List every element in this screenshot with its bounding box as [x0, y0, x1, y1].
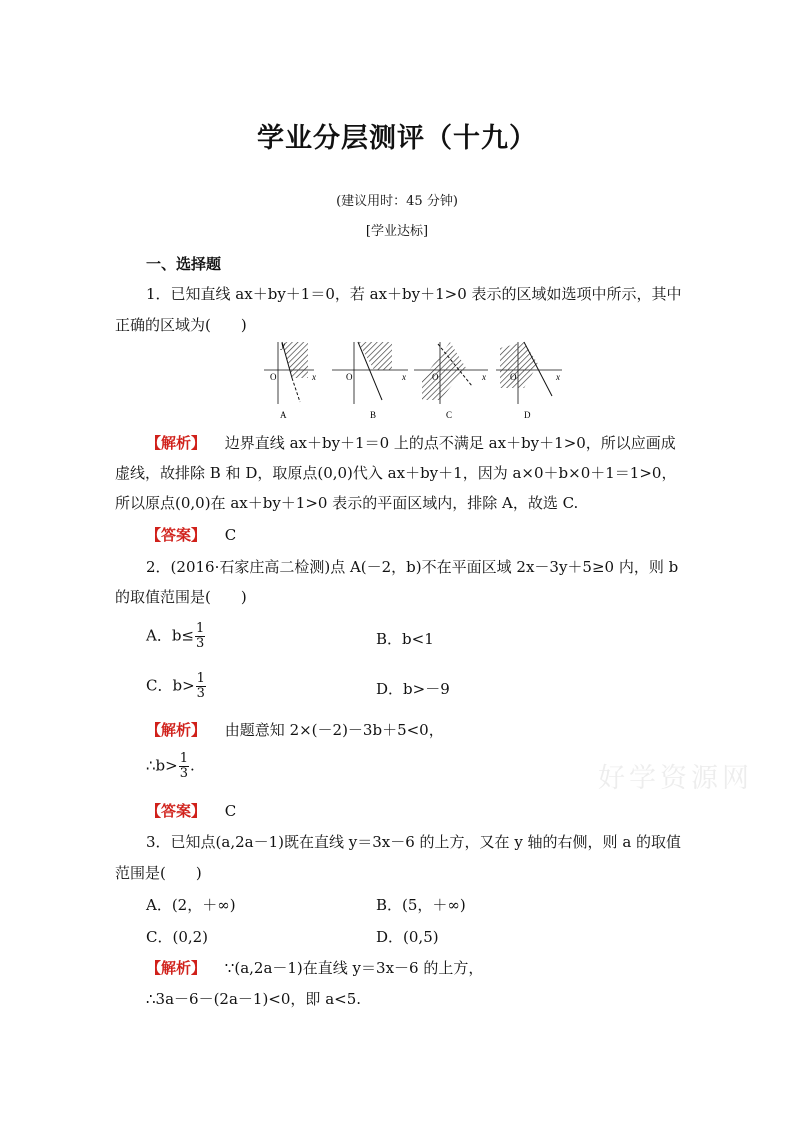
q3-option-a: A．(2，＋∞)	[146, 896, 236, 914]
level-label: [学业达标]	[365, 224, 429, 239]
page-title: 学业分层测评（十九）	[257, 123, 537, 154]
q3-option-b: B．(5，＋∞)	[376, 896, 466, 914]
q1-line2: 正确的区域为( )	[115, 316, 247, 334]
q1-answer: 【答案】 C	[146, 526, 237, 544]
label-b: B	[370, 410, 377, 420]
section-heading: 一、选择题	[146, 255, 222, 273]
svg-text:x: x	[402, 372, 406, 382]
svg-text:y: y	[281, 340, 285, 350]
q1-option-graphs	[262, 338, 562, 422]
q2-option-d: D．b>－9	[376, 680, 450, 698]
q2-line2: 的取值范围是( )	[115, 588, 247, 606]
svg-text:x: x	[312, 372, 316, 382]
svg-text:O: O	[346, 372, 353, 382]
q2-answer: 【答案】 C	[146, 802, 237, 820]
svg-text:O: O	[510, 372, 517, 382]
q2-option-b: B．b<1	[376, 630, 434, 648]
q1-analysis-line1: 【解析】 边界直线 ax＋by＋1＝0 上的点不满足 ax＋by＋1>0，所以应画成	[146, 434, 676, 452]
svg-text:O: O	[432, 372, 439, 382]
q2-analysis-line1: 【解析】 由题意知 2×(－2)－3b＋5<0，	[146, 721, 444, 739]
q3-analysis-line2: ∴3a－6－(2a－1)<0，即 a<5.	[146, 990, 362, 1008]
origin-a: O	[270, 372, 277, 382]
label-d: D	[524, 410, 531, 420]
q1-analysis-line3: 所以原点(0,0)在 ax＋by＋1>0 表示的平面区域内，排除 A，故选 C.	[115, 494, 579, 512]
svg-text:x: x	[556, 372, 560, 382]
svg-text:x: x	[482, 372, 486, 382]
graph-c	[414, 342, 488, 420]
q2-analysis-line2: ∴b> $\frac{1}{3}$ .	[146, 751, 195, 781]
q1-analysis-line2: 虚线，故排除 B 和 D，取原点(0,0)代入 ax＋by＋1，因为 a×0＋b×0＋1＝1>0，	[115, 464, 677, 482]
graph-d	[496, 342, 562, 420]
watermark: 好学资源网	[598, 763, 753, 794]
q2-line1: 2．(2016·石家庄高二检测)点 A(－2，b)不在平面区域 2x－3y＋5≥0 内，则 b	[146, 558, 679, 576]
label-c: C	[446, 410, 453, 420]
q1-analysis-tag: 【解析】	[146, 434, 207, 452]
q3-analysis-line1: 【解析】 ∵(a,2a－1)在直线 y＝3x－6 的上方，	[146, 959, 484, 977]
label-a: A	[280, 410, 287, 420]
q3-option-d: D．(0,5)	[376, 928, 439, 946]
q2-option-a: A．b≤ $\frac{1}{3}$	[146, 621, 205, 651]
q3-line2: 范围是( )	[115, 864, 202, 882]
q3-option-c: C．(0,2)	[146, 928, 209, 946]
q2-option-c: C．b> $\frac{1}{3}$	[146, 671, 205, 701]
time-note: (建议用时：45 分钟)	[336, 194, 458, 209]
graph-b	[332, 342, 408, 420]
q3-line1: 3．已知点(a,2a－1)既在直线 y＝3x－6 的上方，又在 y 轴的右侧，则 a 的取值	[146, 833, 682, 851]
graph-a	[264, 340, 316, 420]
q1-line1: 1．已知直线 ax＋by＋1＝0，若 ax＋by＋1>0 表示的区域如选项中所示，其中	[146, 285, 682, 303]
